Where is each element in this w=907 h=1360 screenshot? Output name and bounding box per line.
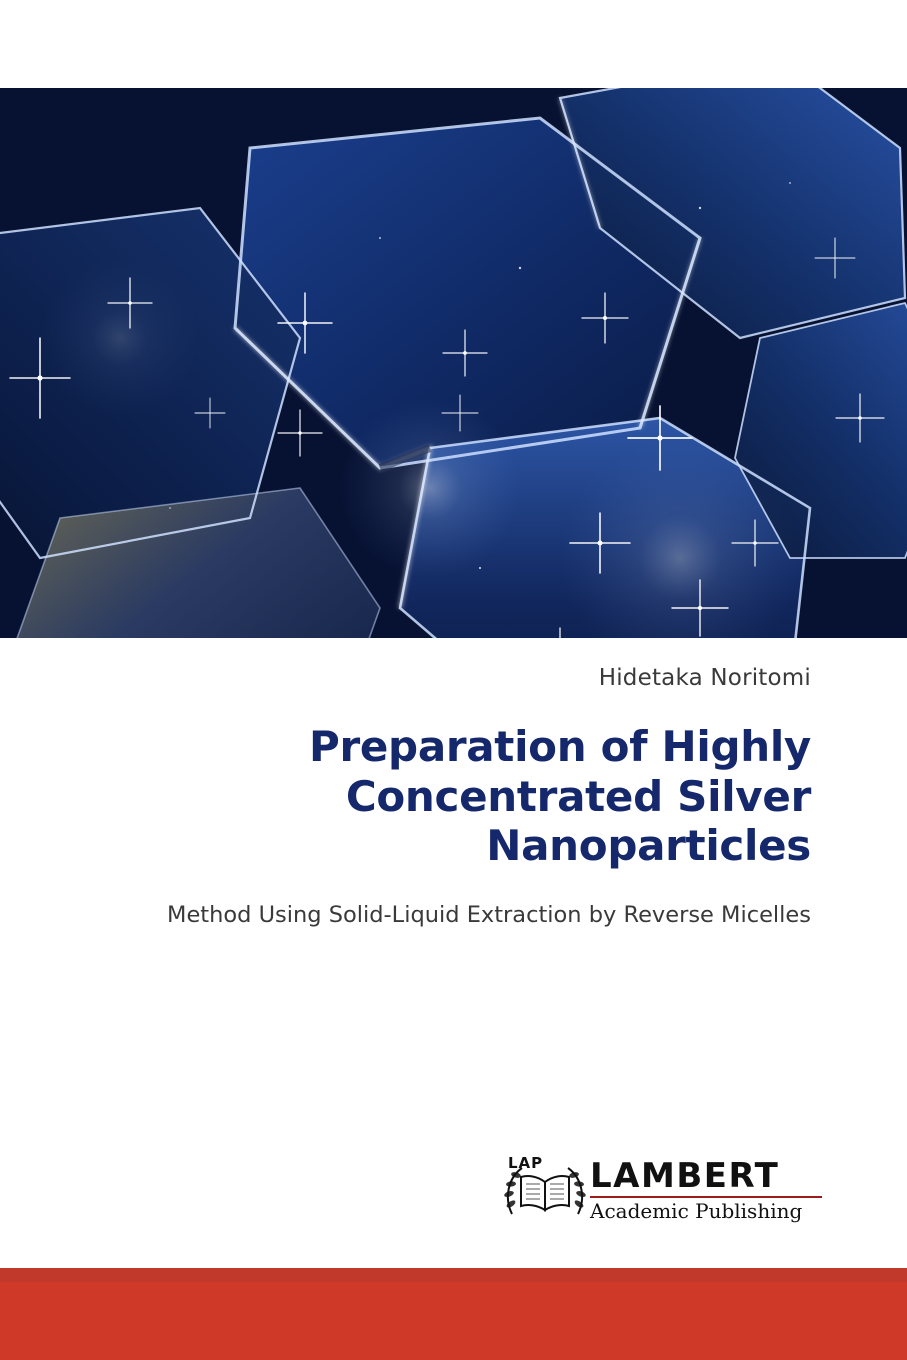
bottom-color-band [0, 1268, 907, 1360]
book-title: Preparation of Highly Concentrated Silver Nanoparticles [308, 722, 811, 871]
cover-artwork [0, 88, 907, 638]
publisher-logo [502, 1152, 822, 1228]
book-subtitle: Method Using Solid-Liquid Extraction by Reverse Micelles [167, 902, 811, 928]
author-name: Hidetaka Noritomi [598, 665, 811, 691]
bottom-color-band-inner [0, 1282, 907, 1360]
publisher-mark: LAP [508, 1154, 544, 1172]
logo-divider [590, 1196, 822, 1198]
publisher-tagline: Academic Publishing [590, 1199, 803, 1223]
hexagon-pattern-graphic [0, 88, 907, 638]
publisher-name: LAMBERT [590, 1156, 780, 1196]
